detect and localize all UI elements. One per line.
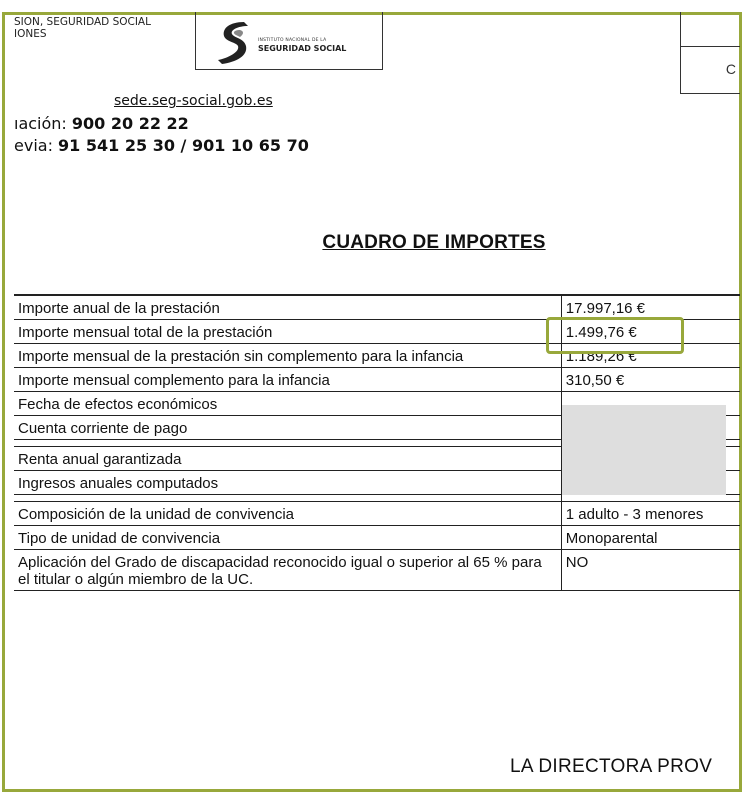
- reference-box: [680, 46, 740, 94]
- logo-subtitle: INSTITUTO NACIONAL DE LA: [258, 38, 327, 43]
- logo-title: SEGURIDAD SOCIAL: [258, 44, 347, 53]
- row-label: Importe mensual total de la prestación: [14, 320, 561, 344]
- table-row: [14, 550, 740, 591]
- phone-line-appointment: [14, 136, 309, 155]
- table-row: [14, 368, 740, 392]
- table-row: [14, 526, 740, 550]
- row-value: NO: [561, 550, 740, 591]
- row-label: Importe mensual complemento para la infancia: [14, 368, 561, 392]
- row-label: Tipo de unidad de convivencia: [14, 526, 561, 550]
- website-link[interactable]: sede.seg-social.gob.es: [114, 93, 273, 109]
- row-label: Importe mensual de la prestación sin complemento para la infancia: [14, 344, 561, 368]
- seguridad-social-logo: [195, 12, 383, 70]
- row-label: Importe anual de la prestación: [14, 295, 561, 320]
- phone-appointment-label: evia:: [14, 136, 59, 155]
- page-title: CUADRO DE IMPORTES: [322, 232, 546, 253]
- row-value: 1 adulto - 3 menores: [561, 502, 740, 526]
- signature-title: LA DIRECTORA PROV: [510, 756, 713, 777]
- organization-name-line1: SION, SEGURIDAD SOCIAL: [14, 16, 151, 28]
- reference-box-top: [680, 12, 740, 46]
- redaction-overlay: [562, 405, 726, 495]
- row-value: 1.499,76 €: [561, 320, 740, 344]
- row-value: 1.189,26 €: [561, 344, 740, 368]
- phone-line-info: [14, 114, 189, 133]
- reference-text: C: [725, 61, 736, 77]
- phone-info-label: ıación:: [14, 114, 72, 133]
- organization-name-line2: IONES: [14, 28, 47, 40]
- seguridad-social-logo-icon: [214, 20, 254, 64]
- row-label: Fecha de efectos económicos: [14, 392, 561, 416]
- row-value: Monoparental: [561, 526, 740, 550]
- table-row: [14, 502, 740, 526]
- row-label: Cuenta corriente de pago: [14, 416, 561, 440]
- table-row: [14, 295, 740, 320]
- row-label: Aplicación del Grado de discapacidad reconocido igual o superior al 65 % para el titular o algún miembro de la UC.: [14, 550, 561, 591]
- table-divider: [14, 495, 740, 502]
- row-label: Composición de la unidad de convivencia: [14, 502, 561, 526]
- highlight-box: [546, 317, 684, 354]
- phone-appointment-number: 91 541 25 30 / 901 10 65 70: [58, 136, 309, 155]
- phone-info-number: 900 20 22 22: [71, 114, 189, 133]
- row-value: 310,50 €: [561, 368, 740, 392]
- row-value: 17.997,16 €: [561, 295, 740, 320]
- row-label: Ingresos anuales computados: [14, 471, 561, 495]
- row-label: Renta anual garantizada: [14, 447, 561, 471]
- organization-name: [14, 16, 189, 40]
